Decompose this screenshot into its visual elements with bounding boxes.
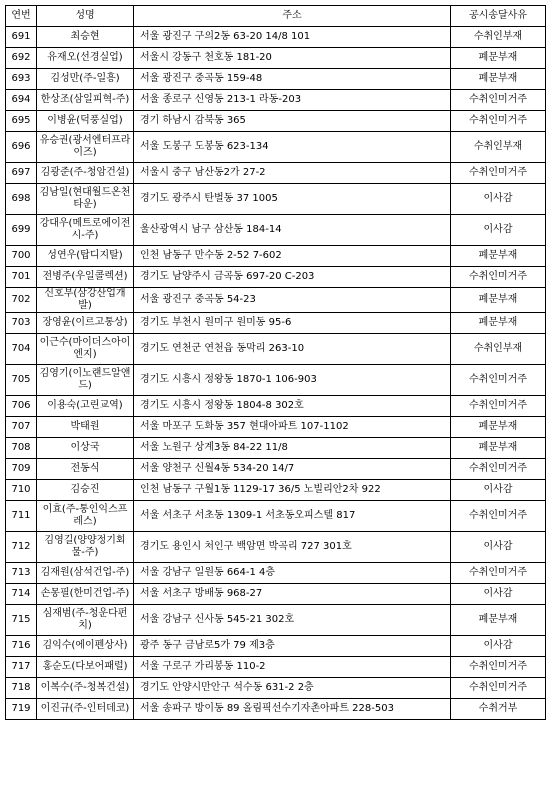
table-row <box>6 657 546 678</box>
service-reason: 이사감 <box>451 636 546 657</box>
address: 경기도 용인시 처인구 백암면 박곡리 727 301호 <box>134 532 451 563</box>
table-row <box>6 313 546 334</box>
person-name: 손몽필(한미건업-주) <box>37 584 134 605</box>
address: 광주 동구 금남로5가 79 제3층 <box>134 636 451 657</box>
service-reason: 수취인미거주 <box>451 111 546 132</box>
service-reason: 수취인미거주 <box>451 163 546 184</box>
address: 경기 하남시 감북동 365 <box>134 111 451 132</box>
service-reason: 이사감 <box>451 215 546 246</box>
address: 경기도 시흥시 정왕동 1870-1 106-903 <box>134 365 451 396</box>
address: 서울 광진구 중곡동 159-48 <box>134 69 451 90</box>
table-row <box>6 163 546 184</box>
address: 서울 서초구 방배동 968-27 <box>134 584 451 605</box>
table-row <box>6 678 546 699</box>
person-name: 장영윤(이르고통상) <box>37 313 134 334</box>
row-number: 696 <box>6 132 37 163</box>
address: 서울 도봉구 도봉동 623-134 <box>134 132 451 163</box>
row-number: 703 <box>6 313 37 334</box>
person-name: 전병주(우일콜렉션) <box>37 267 134 288</box>
person-name: 김성만(주-일흥) <box>37 69 134 90</box>
service-reason: 수취인미거주 <box>451 563 546 584</box>
service-reason: 수취인부재 <box>451 27 546 48</box>
address: 서울 구로구 가리봉동 110-2 <box>134 657 451 678</box>
row-number: 712 <box>6 532 37 563</box>
row-number: 716 <box>6 636 37 657</box>
service-reason: 폐문부재 <box>451 605 546 636</box>
notice-sheet <box>5 5 545 720</box>
row-number: 699 <box>6 215 37 246</box>
table-row <box>6 48 546 69</box>
address: 서울 송파구 방이동 89 올림픽선수기자촌아파트 228-503 <box>134 699 451 720</box>
address: 서울 마포구 도화동 357 현대아파트 107-1102 <box>134 417 451 438</box>
address: 서울 광진구 구의2동 63-20 14/8 101 <box>134 27 451 48</box>
row-number: 695 <box>6 111 37 132</box>
address: 서울시 중구 남산동2가 27-2 <box>134 163 451 184</box>
row-number: 701 <box>6 267 37 288</box>
row-number: 697 <box>6 163 37 184</box>
service-reason: 폐문부재 <box>451 438 546 459</box>
table-row <box>6 267 546 288</box>
row-number: 707 <box>6 417 37 438</box>
person-name: 김남일(현대월드온천타운) <box>37 184 134 215</box>
row-number: 714 <box>6 584 37 605</box>
row-number: 698 <box>6 184 37 215</box>
service-reason: 수취인미거주 <box>451 657 546 678</box>
service-reason: 수취인미거주 <box>451 365 546 396</box>
table-row <box>6 636 546 657</box>
table-row <box>6 417 546 438</box>
address: 서울 종로구 신영동 213-1 라동-203 <box>134 90 451 111</box>
service-reason: 폐문부재 <box>451 417 546 438</box>
address: 서울 노원구 상계3동 84-22 11/8 <box>134 438 451 459</box>
header-address: 주소 <box>134 6 451 27</box>
person-name: 이근수(마이더스아이엔지) <box>37 334 134 365</box>
table-row <box>6 288 546 313</box>
service-reason: 수취거부 <box>451 699 546 720</box>
person-name: 유승권(광서엔터프라이즈) <box>37 132 134 163</box>
table-row <box>6 215 546 246</box>
service-reason: 수취인부재 <box>451 132 546 163</box>
person-name: 김승진 <box>37 480 134 501</box>
row-number: 709 <box>6 459 37 480</box>
service-reason: 폐문부재 <box>451 48 546 69</box>
person-name: 전동식 <box>37 459 134 480</box>
table-row <box>6 501 546 532</box>
person-name: 이상국 <box>37 438 134 459</box>
service-reason: 폐문부재 <box>451 288 546 313</box>
row-number: 713 <box>6 563 37 584</box>
person-name: 이효(주-통인익스프레스) <box>37 501 134 532</box>
row-number: 718 <box>6 678 37 699</box>
address: 경기도 광주시 탄벌동 37 1005 <box>134 184 451 215</box>
service-reason: 폐문부재 <box>451 313 546 334</box>
service-reason: 이사감 <box>451 584 546 605</box>
address: 경기도 남양주시 금곡동 697-20 C-203 <box>134 267 451 288</box>
service-reason: 폐문부재 <box>451 246 546 267</box>
address: 경기도 시흥시 정왕동 1804-8 302호 <box>134 396 451 417</box>
person-name: 이용숙(고린교역) <box>37 396 134 417</box>
row-number: 708 <box>6 438 37 459</box>
address: 서울 서초구 서초동 1309-1 서초동오피스텔 817 <box>134 501 451 532</box>
row-number: 711 <box>6 501 37 532</box>
table-row <box>6 365 546 396</box>
table-row <box>6 480 546 501</box>
person-name: 홍순도(다보어패럴) <box>37 657 134 678</box>
row-number: 694 <box>6 90 37 111</box>
table-row <box>6 396 546 417</box>
person-name: 강대우(메트로에이전시-주) <box>37 215 134 246</box>
address: 서울 강남구 신사동 545-21 302호 <box>134 605 451 636</box>
row-number: 715 <box>6 605 37 636</box>
service-reason: 수취인미거주 <box>451 459 546 480</box>
address: 인천 남동구 만수동 2-52 7-602 <box>134 246 451 267</box>
service-reason: 수취인부재 <box>451 334 546 365</box>
address: 경기도 안양시만안구 석수동 631-2 2층 <box>134 678 451 699</box>
person-name: 이복수(주-청복건설) <box>37 678 134 699</box>
person-name: 김영기(이노랜드알앤드) <box>37 365 134 396</box>
row-number: 704 <box>6 334 37 365</box>
table-row <box>6 459 546 480</box>
table-row <box>6 246 546 267</box>
address: 서울 강남구 일원동 664-1 4층 <box>134 563 451 584</box>
service-reason: 폐문부재 <box>451 69 546 90</box>
row-number: 705 <box>6 365 37 396</box>
person-name: 이진규(주-인터데코) <box>37 699 134 720</box>
address: 인천 남동구 구월1동 1129-17 36/5 노빌리안2차 922 <box>134 480 451 501</box>
service-reason: 수취인미거주 <box>451 90 546 111</box>
person-name: 김재원(삼석건업-주) <box>37 563 134 584</box>
table-row <box>6 532 546 563</box>
row-number: 710 <box>6 480 37 501</box>
table-row <box>6 27 546 48</box>
table-row <box>6 334 546 365</box>
row-number: 700 <box>6 246 37 267</box>
address: 서울 광진구 중곡동 54-23 <box>134 288 451 313</box>
person-name: 이병윤(덕풍실업) <box>37 111 134 132</box>
address: 경기도 연천군 연천읍 동막리 263-10 <box>134 334 451 365</box>
address: 경기도 부천시 원미구 원미동 95-6 <box>134 313 451 334</box>
row-number: 702 <box>6 288 37 313</box>
table-row <box>6 132 546 163</box>
table-row <box>6 605 546 636</box>
address: 울산광역시 남구 삼산동 184-14 <box>134 215 451 246</box>
row-number: 719 <box>6 699 37 720</box>
person-name: 유재오(선경실업) <box>37 48 134 69</box>
person-name: 김광준(주-청암건설) <box>37 163 134 184</box>
row-number: 692 <box>6 48 37 69</box>
row-number: 691 <box>6 27 37 48</box>
person-name: 최승현 <box>37 27 134 48</box>
table-header-row <box>6 6 546 27</box>
address: 서울시 강동구 천호동 181-20 <box>134 48 451 69</box>
table-body <box>6 27 546 720</box>
table-row <box>6 69 546 90</box>
service-notice-table <box>5 5 546 720</box>
table-row <box>6 184 546 215</box>
person-name: 김영길(양양정기회물-주) <box>37 532 134 563</box>
service-reason: 이사감 <box>451 532 546 563</box>
service-reason: 수취인미거주 <box>451 396 546 417</box>
table-row <box>6 563 546 584</box>
table-row <box>6 699 546 720</box>
person-name: 신호부(삼강산업개발) <box>37 288 134 313</box>
service-reason: 이사감 <box>451 480 546 501</box>
service-reason: 수취인미거주 <box>451 267 546 288</box>
header-name: 성명 <box>37 6 134 27</box>
row-number: 717 <box>6 657 37 678</box>
table-row <box>6 111 546 132</box>
person-name: 박태원 <box>37 417 134 438</box>
person-name: 한상조(삼일피혁-주) <box>37 90 134 111</box>
address: 서울 양천구 신월4동 534-20 14/7 <box>134 459 451 480</box>
person-name: 김익수(에이펜상사) <box>37 636 134 657</box>
person-name: 심재범(주-청운다펀치) <box>37 605 134 636</box>
row-number: 693 <box>6 69 37 90</box>
person-name: 성연우(탑디지탈) <box>37 246 134 267</box>
header-no: 연번 <box>6 6 37 27</box>
table-row <box>6 584 546 605</box>
header-reason: 공시송달사유 <box>451 6 546 27</box>
service-reason: 이사감 <box>451 184 546 215</box>
service-reason: 수취인미거주 <box>451 501 546 532</box>
service-reason: 수취인미거주 <box>451 678 546 699</box>
table-row <box>6 90 546 111</box>
row-number: 706 <box>6 396 37 417</box>
table-row <box>6 438 546 459</box>
